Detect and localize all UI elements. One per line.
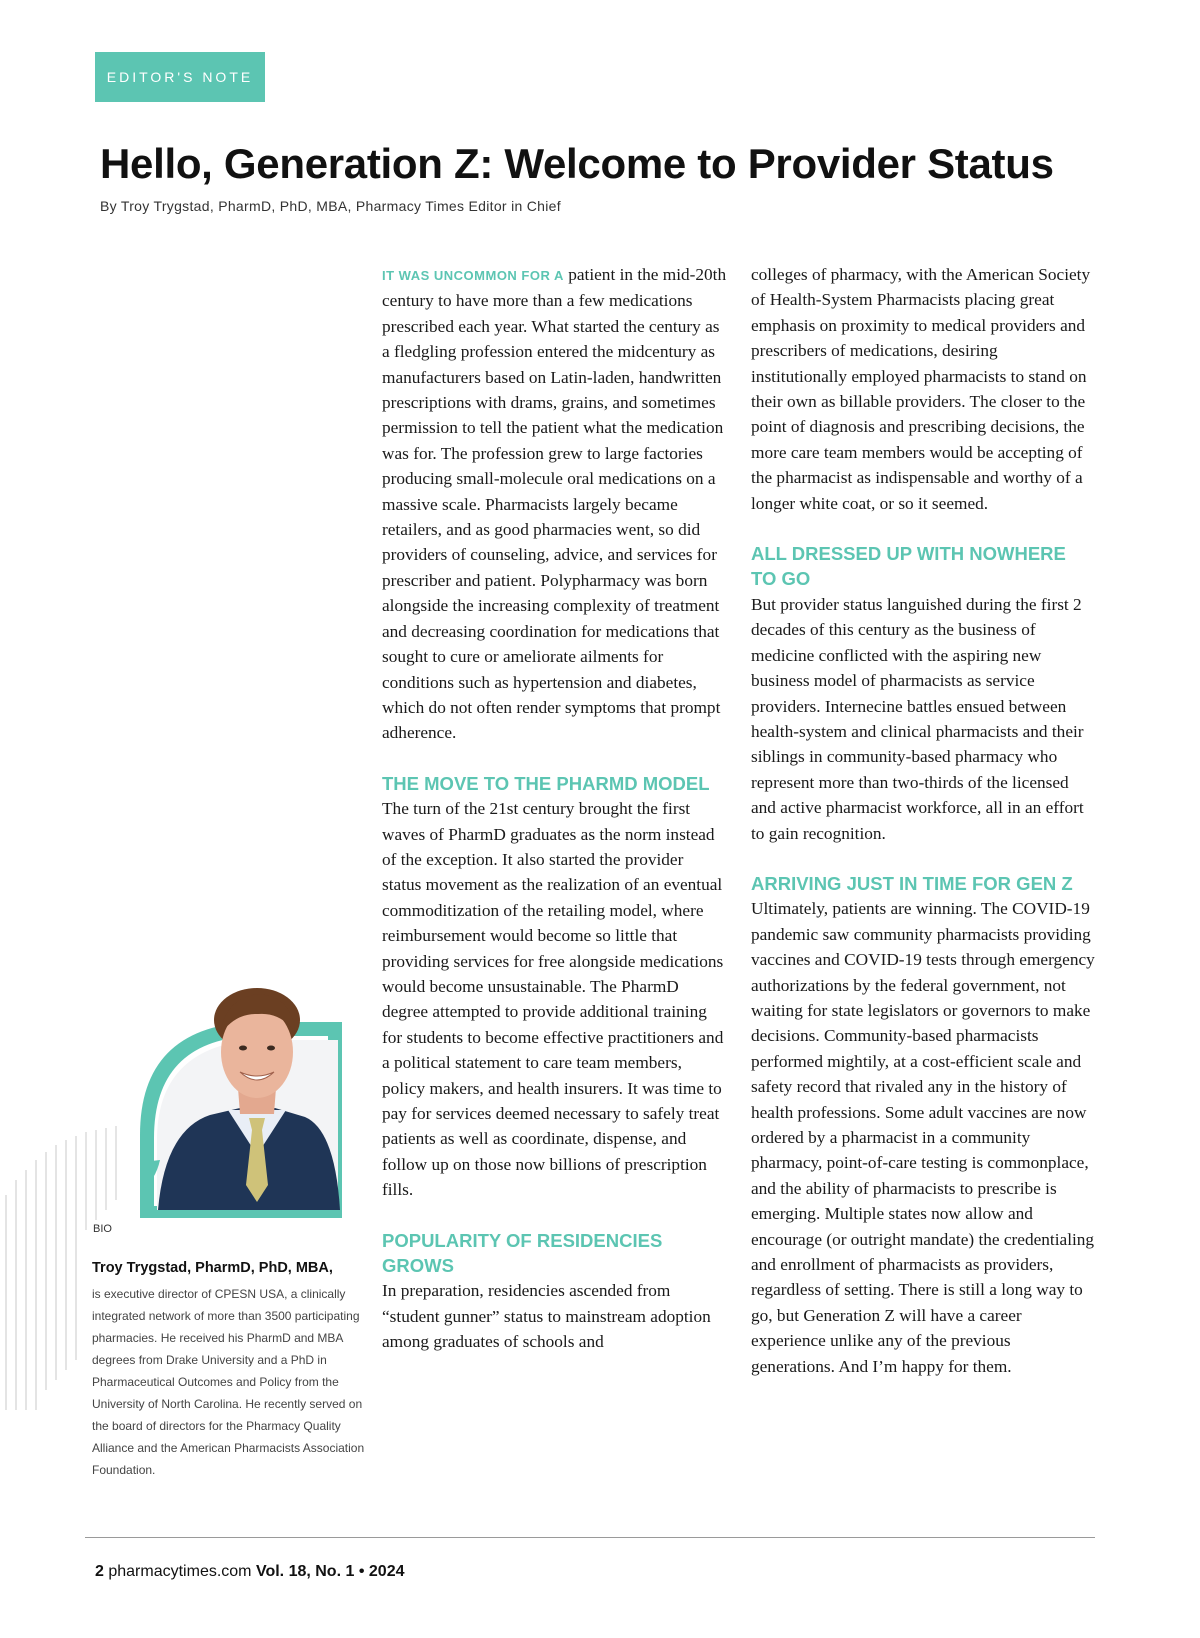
page-number: 2 bbox=[95, 1563, 104, 1580]
paragraph-gen-z: Ultimately, patients are winning. The COVID-19 pandemic saw community pharmacists providing vaccines and COVID-19 tests through emergency authorizations by the federal government, not waiting for state legislators or governors to make decisions. Community-based pharmacists performed mightily, at a cost-efficient scale and safety record that rivaled any in the history of health professions. Some adult vaccines are now ordered by a pharmacist in a community pharmacy, point-of-care testing is commonplace, and the ability of pharmacists to prescribe is emerging. Multiple states now allow and encourage (or outright mandate) the credentialing and enrollment of pharmacists as providers, regardless of setting. There is still a long way to go, but Generation Z will have a career experience unlike any of the previous generations. And I’m happy for them. bbox=[751, 899, 1095, 1376]
footer-rule bbox=[85, 1537, 1095, 1538]
paragraph-nowhere: But provider status languished during the first 2 decades of this century as the business of medicine conflicted with the aspiring new business model of pharmacists as service providers. Internecine battles ensued between health-system and clinical pharmacists and their siblings in community-based pharmacy who represent more than two-thirds of the licensed and active pharmacist workforce, all in an effort to gain recognition. bbox=[751, 594, 1084, 843]
bio-name: Troy Trygstad, PharmD, PhD, MBA, bbox=[92, 1260, 333, 1276]
bio-text: is executive director of CPESN USA, a clinically integrated network of more than 3500 participating pharmacies. He received his PharmD and MBA degrees from Drake University and a PhD in Pharmaceutical Outcomes and Policy from the University of North Carolina. He recently served on the board of directors for the Pharmacy Quality Alliance and the American Pharmacists Association Foundation. bbox=[92, 1287, 365, 1477]
paragraph-pharmd: The turn of the 21st century brought the first waves of PharmD graduates as the norm instead of the exception. It also started the provider status movement as the realization of an eventual commoditization of the retailing model, where reimbursement would become so little that providing services for free alongside medications would become unsustainable. The PharmD degree attempted to provide additional training for students to become effective practitioners and a political statement to care team members, policy makers, and health insurers. It was time to pay for services deemed necessary to safely treat patients as well as coordinate, dispense, and follow up on those now billions of prescription fills. bbox=[382, 799, 724, 1200]
subhead-nowhere-to-go: ALL DRESSED UP WITH NOWHERE TO GO bbox=[751, 543, 1066, 590]
byline: By Troy Trygstad, PharmD, PhD, MBA, Pharmacy Times Editor in Chief bbox=[100, 198, 561, 214]
issue-year: 2024 bbox=[368, 1563, 405, 1580]
lead-in: IT WAS UNCOMMON FOR A bbox=[382, 268, 564, 283]
issue-info: Vol. 18, No. 1 bbox=[255, 1563, 355, 1580]
footer bbox=[95, 1563, 404, 1581]
headline: Hello, Generation Z: Welcome to Provider Status bbox=[100, 140, 1054, 187]
paragraph-intro bbox=[382, 262, 727, 746]
separator: • bbox=[358, 1563, 365, 1580]
author-portrait bbox=[140, 980, 360, 1220]
site-name: pharmacytimes.com bbox=[108, 1563, 252, 1580]
section-tag: EDITOR'S NOTE bbox=[95, 52, 265, 102]
article-column-1 bbox=[382, 262, 727, 1355]
paragraph-intro-text: patient in the mid-20th century to have more than a few medications prescribed each year. What started the century as a fledgling profession entered the midcentury as manufacturers based on Latin-laden, handwritten prescriptions with drams, grains, and sometimes permission to tell the patient what the medication was for. The profession grew to large factories producing small-molecule oral medications on a massive scale. Pharmacists largely became retailers, and as good pharmacies went, so did providers of counseling, advice, and services for prescriber and patient. Polypharmacy was born alongside the increasing complexity of treatment and decreasing coordination for medications that sought to cure or ameliorate ailments for conditions such as hypertension and diabetes, which do not often render symptoms that prompt adherence. bbox=[382, 265, 727, 743]
subhead-pharmd-model: THE MOVE TO THE PHARMD MODEL bbox=[382, 772, 710, 794]
bio-label: BIO bbox=[93, 1223, 112, 1235]
subhead-gen-z: ARRIVING JUST IN TIME FOR GEN Z bbox=[751, 872, 1073, 894]
article-column-2 bbox=[751, 262, 1096, 1379]
paragraph-residencies-cont: colleges of pharmacy, with the American Society of Health-System Pharmacists placing great emphasis on proximity to medical providers and prescribers of medications, desiring institutionally employed pharmacists to stand on their own as billable providers. The closer to the point of diagnosis and prescribing decisions, the more care team members would be accepting of the pharmacist as indispensable and worthy of a longer white coat, or so it seemed. bbox=[751, 265, 1091, 513]
subhead-residencies: POPULARITY OF RESIDENCIES GROWS bbox=[382, 1229, 663, 1277]
paragraph-residencies: In preparation, residencies ascended from “student gunner” status to mainstream adoption among graduates of schools and bbox=[382, 1281, 711, 1352]
